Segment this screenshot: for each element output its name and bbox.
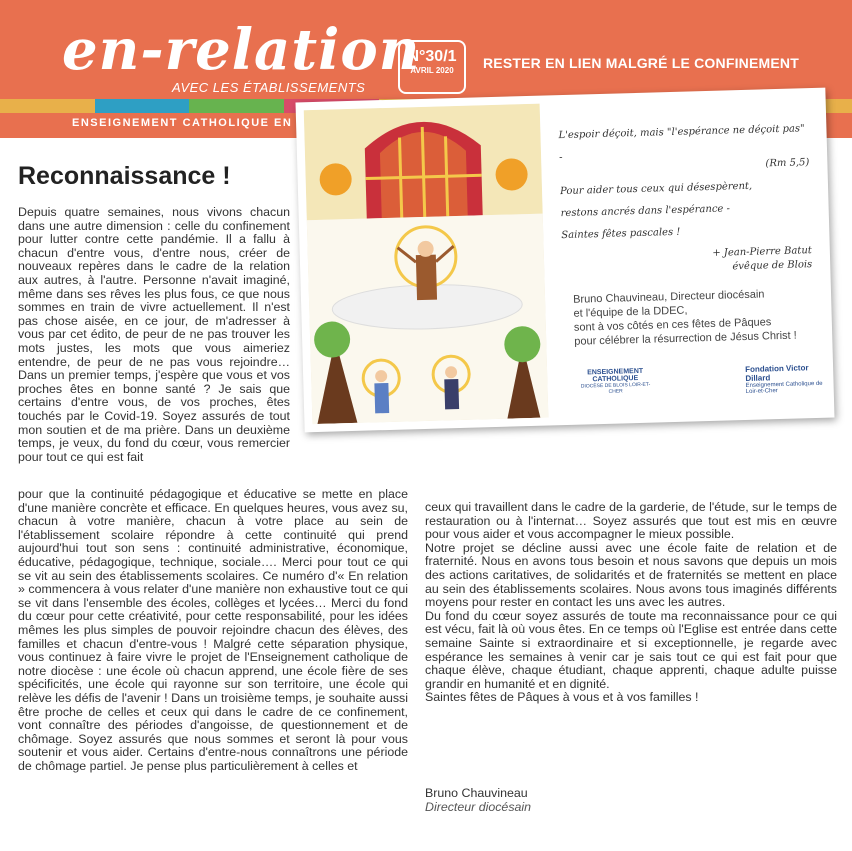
handwritten-line: Pour aider tous ceux qui désespèrent, xyxy=(559,180,753,198)
org-name: ENSEIGNEMENT CATHOLIQUE xyxy=(587,367,644,384)
card-message-panel xyxy=(547,88,834,426)
child-drawing xyxy=(304,104,549,424)
org-sub: Enseignement Catholique de Loir-et-Cher xyxy=(745,380,823,396)
article-column-c xyxy=(425,501,837,705)
stripe xyxy=(95,99,190,113)
issue-date: AVRIL 2020 xyxy=(410,66,454,75)
magazine-logo: en-relation xyxy=(62,17,421,83)
issue-number: N°30/1 xyxy=(407,48,457,65)
stripe xyxy=(0,99,95,113)
handwritten-note xyxy=(558,118,812,283)
handwritten-line: L'espoir déçoit, mais "l'espérance ne déçoit pas" - xyxy=(558,123,805,164)
paragraph: pour que la continuité pédagogique et éducative se mette en place d'une manière concrète et efficace. En quelques heures, vous avez su, chacun à votre manière, chacun à votre place au sein de l'établissement scolaire répondre à cette continuité qui prend aujourd'hui tout son sens : continuité administrative, économique, éducative, pédagogique, technique, sociale…. Merci pour tout ce qui se vit au sein des établissements scolaires. Ce numéro d'« En relation » commencera à vous relater d'une manière non exhaustive tout ce qui se vit dans l'ensemble des écoles, collèges et lycées… Merci du fond du cœur pour cette créativité, pour cette responsabilité, pour les idées mêmes les plus simples de pouvoir rejoindre chacun des élèves, des familles et chacun d'entre-vous ! Malgré cette séparation physique, vous continuez à faire vivre le projet de l'Enseignement catholique de notre diocèse : une école où chacun apprend, une école fière de ses spécificités, une école qui rayonne sur son territoire, une école qui relève les défis de l'avenir ! Dans un troisième temps, je souhaite aussi être proche de celles et ceux qui dans le cadre de ce confinement, vont connaître des périodes d'angoisse, de questionnement et de chômage. Soyez assurés que nous sommes et seront là pour vous soutenir et vous aider. Certains d'entre-nous connaîtrons une période de chômage partiel. Je pense plus particulièrement à celles et xyxy=(18,487,408,773)
message-line: Bruno Chauvineau, Directeur diocésain xyxy=(572,288,765,306)
org-name: Fondation Victor Dillard xyxy=(745,363,809,384)
article-column-a xyxy=(18,206,290,464)
logo-subtitle: AVEC LES ÉTABLISSEMENTS xyxy=(172,80,366,95)
handwritten-line: (Rm 5,5) xyxy=(765,157,810,170)
drawing-illustration xyxy=(304,104,549,424)
article-column-b xyxy=(18,488,408,773)
signature-role: Directeur diocésain xyxy=(425,800,532,814)
paragraph: ceux qui travaillent dans le cadre de la garderie, de l'étude, sur le temps de restauration ou à l'internat… Soyez assurés que tout est mis en œuvre pour vous aider et vous accompagner le mieux possible. xyxy=(425,500,837,542)
card-message xyxy=(573,286,824,349)
message-line: sont à vos côtés en ces fêtes de Pâques xyxy=(573,316,772,334)
signature-name: Bruno Chauvineau xyxy=(425,786,528,800)
header-tagline: RESTER EN LIEN MALGRÉ LE CONFINEMENT xyxy=(483,55,799,71)
org-sub: DIOCÈSE DE BLOIS LOIR-ET-CHER xyxy=(580,381,651,395)
handwritten-line: évêque de Blois xyxy=(732,259,813,273)
handwritten-line: Saintes fêtes pascales ! xyxy=(561,226,681,242)
stripe xyxy=(189,99,284,113)
easter-card xyxy=(295,88,834,433)
section-label: ENSEIGNEMENT CATHOLIQUE EN xyxy=(72,117,293,129)
message-line: et l'équipe de la DDEC, xyxy=(573,304,688,320)
signature xyxy=(425,786,531,814)
enseignement-catholique-logo xyxy=(575,368,656,396)
paragraph: Du fond du cœur soyez assurés de toute ma reconnaissance pour ce qui est vécu, fait là où vous êtes. En ce temps où l'Eglise est entrée dans cette semaine Sainte si extraordinaire et si exceptionnelle, je regarde avec espérance les semaines à venir car je sais tout ce qui est fait pour que chaque élève, chaque étudiant, chaque apprenti, chaque adulte puisse grandir en humanité et en dignité. xyxy=(425,608,837,691)
paragraph: Depuis quatre semaines, nous vivons chacun dans une autre dimension : celle du confinement pour lutter contre cette pandémie. Il a fallu à chacun d'entre vous, d'entre nous, créer de nouveaux repères dans le cadre de la relation aux autres, à l'autre. Personne n'avait imaginé, même dans ses rêves les plus fous, ce que nous sommes en train de vivre actuellement. Il n'est pas chose aisée, en ce jour, de m'adresser à vous par cet édito, de peur de ne pas trouver les mots justes, les mots que vous aimeriez entendre, de peur de ne pas vous rejoindre… Dans un premier temps, j'espère que vous et vos proches êtes en bonne santé ? Je sais que certains d'entre vous, de vos proches, êtes touchés par le Covid-19. Soyez assurés de tout mon soutien et de ma prière. Dans un deuxième temps, je veux, du fond du cœur, vous remercier pour tout ce qui est fait xyxy=(18,205,290,464)
paragraph: Saintes fêtes de Pâques à vous et à vos familles ! xyxy=(425,690,699,705)
handwritten-line: + Jean-Pierre Batut xyxy=(712,245,812,259)
message-line: pour célébrer la résurrection de Jésus Christ ! xyxy=(574,329,797,348)
handwritten-line: restons ancrés dans l'espérance - xyxy=(560,203,731,220)
paragraph: Notre projet se décline aussi avec une école faite de relation et de fraternité. Nous en avons tous besoin et nous savons que depuis un mois des actions caritatives, de solidarités et de fraternités se mettent en place au sein des établissements scolaires. Nous avons tous imaginés différents moyens pour rester en contact les uns avec les autres. xyxy=(425,540,837,610)
issue-badge xyxy=(398,40,466,94)
article-title: Reconnaissance ! xyxy=(18,162,231,190)
fondation-logo xyxy=(745,363,826,395)
